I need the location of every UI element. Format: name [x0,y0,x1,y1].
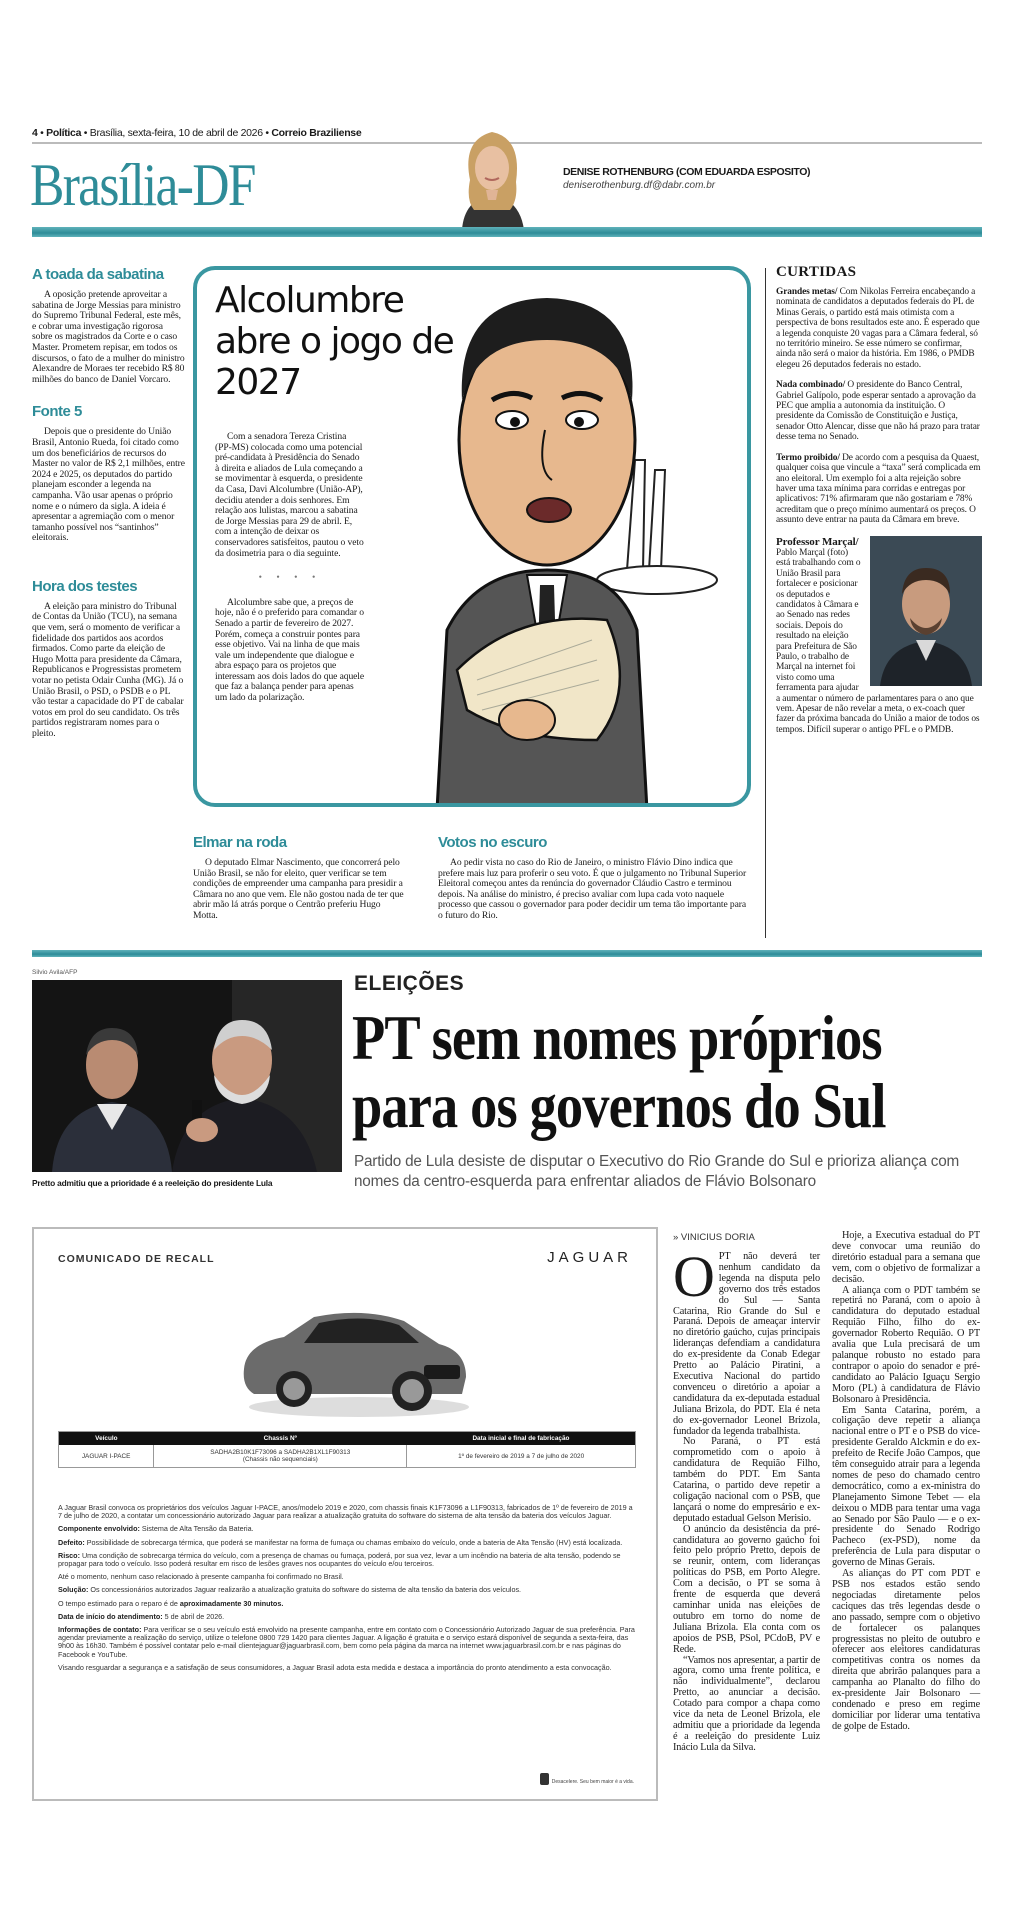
feature-paragraph: Alcolumbre sabe que, a preços de hoje, não é o preferido para comandar o Senado a partir de fevereiro de 2027. Porém, começa a construir pontes para esse objetivo. Vai na linha de que mais vale um independente que dialogue e abra espaço para os projetos que interessam aos dois lados do que aquele que faz a balança pender para apenas um lado da polarização. [215,596,365,704]
item-text: Com Nikolas Ferreira encabeçando a nominata de candidatos a deputados federais do PL de Minas Gerais, o partido está mais otimista com a perspectiva de bons resultados este ano. É esperado que a legenda conquiste 20 vagas para a Câmara federal, só no território mineiro. Se esse número se confirmar, ainda não será o maior da história. Em 1986, o PMDB elegeu 26 deputados federais no estado. [776,287,980,370]
note-title: Elmar na roda [193,834,287,851]
item-text: Pablo Marçal (foto) está trabalhando com o União Brasil para fortalecer e posicionar os deputados e candidatos à Câmara e ao Senado nas redes sociais. Depois do resultado na eleição para Prefeitura de São Paulo, o trabalho de Marçal na internet foi visto como uma ferramenta para ajudar a aumentar o número de parlamentares para o ano que vem. Apesar de não revelar a meta, o ex-coach quer fazer da próxima bancada do União a maior de todos os tempos. Difícil superar o antigo PFL e o PMDB. [776,547,980,735]
feature-box [193,266,751,807]
separator: • • • • [258,572,322,584]
ad-paragraph [58,1539,636,1547]
note-title: Votos no escuro [438,834,547,851]
note-text: A eleição para ministro do Tribunal de Contas da União (TCU), na semana que vem, será o momento de verificar a fidelidade dos partidos aos acordos firmados. Como parte da eleição de Hugo Motta para presidente da Câmara, Republicanos e Progressistas prometem votar no petista Odair Cunha (MG). Já o União Brasil, o PSD, o PSDB e o PL vão testar a capacidade do PT de cabalar votos em prol do seu candidato. Os três partidos registraram nomes para o pleito. [32,600,184,739]
article-paragraph: PT não deverá ter nenhum candidato da legenda na disputa pelo governo dos três estados do Sul — Santa Catarina, Rio Grande do Sul e Paraná. Depois de ameaçar intervir no diretório gaúcho, cujas principais lideranças defendiam a candidatura do ex-presidente da Conab Edegar Pretto ao Palácio Piratini, a Executiva Nacional do partido convenceu o diretório a apoiar a candidatura da ex-deputada estadual Juliana Brizola, do PDT. Ela é neta do ex-governador Leonel Brizola, fundador da legenda trabalhista. [673,1251,820,1437]
value: Sistema de Alta Tensão da Bateria. [139,1524,254,1534]
ad-paragraph: Até o momento, nenhum caso relacionado à presente campanha foi confirmado no Brasil. [58,1572,344,1582]
table-cell: 1º de fevereiro de 2019 a 7 de julho de 2020 [458,1452,585,1460]
item-lead: Professor Marçal/ [776,535,859,548]
ad-paragraph [58,1586,636,1594]
note-text: Ao pedir vista no caso do Rio de Janeiro, o ministro Flávio Dino indica que prefere mais luz para proferir o seu voto. É que o julgamento no Tribunal Superior Eleitoral começou antes da renúncia do governador Cláudio Castro e terminou depois. Na análise do ministro, é preciso avaliar com lupa cada voto naquele processo que cassou o governador para poder decidir um tema tão importante para o futuro do Rio. [438,857,747,921]
value: Possibilidade de sobrecarga térmica, que poderá se manifestar na forma de fumaça ou chamas embaixo do veículo, onde a bateria de Alta Tensão (HV) está localizada. [84,1537,623,1547]
label: Defeito: [58,1537,85,1547]
ad-paragraph: A Jaguar Brasil convoca os proprietários dos veículos Jaguar I-PACE, anos/modelo 2019 e 2020, com chassis finais K1F73096 a L1F90313, fabricados de 1º de fevereiro de 2019 a 7 de julho de 2020, a contatar um concessionário autorizado Jaguar para realizar a atualização gratuita do software do sistema de alta tensão da bateria dos veículos Jaguar. [58,1503,633,1521]
story-headline [352,1004,964,1140]
item-lead: Grandes metas/ [776,287,838,297]
curtidas-item [776,536,982,736]
ad-title: COMUNICADO DE RECALL [58,1253,215,1265]
ad-paragraph [58,1626,636,1659]
value: Os concessionários autorizados Jaguar realizarão a atualização gratuita do software do sistema de alta tensão da bateria dos veículos. [88,1585,522,1595]
note-elmar-na-roda [193,834,405,922]
story-subtitle: Partido de Lula desiste de disputar o Executivo do Rio Grande do Sul e prioriza aliança com nomes da centro-esquerda para enfrentar aliados de Flávio Bolsonaro [354,1153,960,1190]
item-lead: Nada combinado/ [776,380,846,391]
article-paragraph: “Vamos nos apresentar, a partir de agora, como uma frente política, e não individualmente”, declarou Pretto, ao anunciar a decisão. Cotado para compor a chapa como vice da neta de Leonel Brizola, ele admitiu que a prioridade da legenda é a reeleição do presidente Luiz Inácio Lula da Silva. [673,1654,820,1753]
article-column-1 [673,1244,820,1754]
marcal-photo [870,536,982,686]
article-paragraph: As alianças do PT com PDT e PSB nos estados estão sendo negociadas diretamente pelos caciques das três legendas desde o ano passado, sempre com o objetivo de fortalecer os palanques progressistas no pleito de outubro e oferecer aos eleitores candidaturas competitivas contra os nomes da direita que abrirão palanques para a campanha ao Planalto do filho do ex-presidente Jair Bolsonaro — condenado e preso em regime domiciliar por liderar uma tentativa de golpe de Estado. [832,1568,980,1732]
photo-credit: Silvio Avila/AFP [32,969,78,976]
page-number: 4 [32,127,38,139]
note-text: O deputado Elmar Nascimento, que concorrerá pelo União Brasil, se não for eleito, quer verificar se tem condições de empreender uma campanha para presidir a Câmara no ano que vem. Ele não gostou nada de ter que abrir mão lá atrás porque o Centrão preferiu Hugo Motta. [193,857,404,921]
value: Para verificar se o seu veículo está envolvido na presente campanha, entre em contato com o Concessionário Autorizado Jaguar de sua preferência. Para agendar previamente a realização do serviço, utilize o telefone 0800 729 1420 para clientes Jaguar. A ligação é gratuita e o serviço estará disponível de segunda a sexta-feira, das 9h00 às 16h30. Também é possível contatar pelo e-mail clientejaguar@jaguarbrasil.com, bem como pela página da marca na internet www.jaguarbrasil.com.br e nas páginas do Facebook e YouTube. [58,1625,635,1659]
curtidas-item [776,287,982,370]
note-title: A toada da sabatina [32,266,164,283]
story-kicker: ELEIÇÕES [354,972,465,995]
note-title: Fonte 5 [32,403,82,421]
table-cell [154,1445,407,1467]
section-name: Política [46,127,82,139]
item-lead: Termo proibido/ [776,452,840,463]
table-header: Data inicial e final de fabricação [407,1432,635,1445]
label: Informações de contato: [58,1625,142,1635]
recall-ad [32,1227,658,1801]
note-hora-dos-testes [32,578,185,740]
value: O tempo estimado para o reparo é de [58,1598,180,1608]
columnist-photo [432,120,552,230]
traffic-safety-icon [540,1773,549,1785]
ad-footer [540,1773,634,1785]
item-text: De acordo com a pesquisa da Quaest, qualquer coisa que vincule a “taxa” será complicada em ano eleitoral. Um exemplo foi a alta rejeição sobre haver uma taxa mínima para corridas e entregas por aplicativos: 71% afirmaram que não gostariam e 78% acreditam que o preço mínimo aumentará os preços. O assunto deve entrar na pauta da Câmara em breve. [776,452,981,526]
article-paragraph: A aliança com o PDT também se repetirá no Paraná, com o apoio à candidatura do deputado estadual Requião Filho, filho do ex-governador Roberto Requião. O PT avalia que Lula precisará de um palanque robusto no estado para contrapor o apoio do senador e pré-candidato ao Palácio Iguaçu Sergio Moro (PL) à candidatura de Flávio Bolsonaro à Presidência. [832,1284,980,1405]
recall-table [58,1431,636,1468]
curtidas-divider [765,268,766,938]
article-column-2 [832,1231,980,1733]
middle-teal-bar [32,950,982,957]
author-email[interactable]: deniserothenburg.df@dabr.com.br [563,180,716,191]
label: Data de início do atendimento: [58,1611,163,1621]
table-header: Chassis Nº [154,1432,407,1445]
label: aproximadamente 30 minutos. [179,1598,284,1608]
feature-headline: Alcolumbre abre o jogo de 2027 [215,280,454,403]
dropcap: O [673,1244,715,1309]
author-name: DENISE ROTHENBURG (COM EDUARDA ESPOSITO) [563,166,811,178]
curtidas-column [776,264,982,745]
ad-paragraph: Visando resguardar a segurança e a satisfação de seus consumidores, a Jaguar Brasil adota esta medida e destaca a importância do pronto atendimento a esta convocação. [58,1662,612,1672]
article-paragraph: Em Santa Catarina, porém, a coligação deve repetir a aliança nacional entre o PT e o PSB do vice-presidente Geraldo Alckmin e do ex-prefeito de Recife João Campos, que têm conseguido atrair para a legenda nomes de peso do chamado centro democrático, como a ex-ministra do Planejamento Simone Tebet — ela deixou o MDB para tentar uma vaga ao Senado por São Paulo — e o ex-presidente do Senado Rodrigo Pacheco (ex-PSD), nome da preferência de Lula para disputar o governo de Minas Gerais. [832,1404,980,1569]
chassis-range: SADHA2B10K1F73096 a SADHA2B1XL1F90313 [210,1449,351,1456]
headline-line: PT sem nomes próprios [352,1002,882,1073]
table-header: Veículo [59,1432,154,1445]
curtidas-title: CURTIDAS [776,264,857,280]
chassis-note: (Chassis não sequenciais) [242,1456,318,1463]
ad-body [58,1504,636,1677]
folio: 4 • Política • Brasília, sexta-feira, 10 de abril de 2026 • Correio Braziliense [32,127,362,139]
byline: » VINICIUS DORIA [673,1232,755,1243]
article-paragraph: Hoje, a Executiva estadual do PT deve convocar uma reunião do diretório estadual para a semana que vem, com o objetivo de formalizar a decisão. [832,1230,980,1285]
note-text: Depois que o presidente do União Brasil, Antonio Rueda, foi citado como um dos beneficiários de recursos do Master no valor de R$ 2,1 milhões, entre 2024 e 2025, os deputados do partido planejam esconder a legenda na campanha. Vão usar apenas o próprio nome e o número da sigla. A ideia é apresentar a agremiação com o menor tamanho possível nos “santinhos” eleitorais. [32,426,185,544]
label: Risco: [58,1550,80,1560]
dateline: Brasília, sexta-feira, 10 de abril de 2026 [89,127,263,139]
ad-paragraph [58,1525,636,1533]
jaguar-logo: JAGUAR [547,1249,632,1266]
table-row [59,1445,635,1467]
photo-caption: Pretto admitiu que a prioridade é a reeleição do presidente Lula [32,1178,273,1188]
curtidas-item [776,453,982,526]
feature-text [215,432,365,704]
table-cell: JAGUAR I-PACE [59,1445,154,1467]
label: Solução: [58,1585,89,1595]
headline-line: para os governos do Sul [352,1070,886,1141]
ad-paragraph [58,1613,636,1621]
article-paragraph: No Paraná, o PT está comprometido com o apoio à candidatura de Requião Filho, também do PDT. Em Santa Catarina, o partido deve repetir a coligação nacional com o PSB, que lançará o nome do empresário e ex-deputado estadual Gelson Merisio. [673,1436,820,1524]
left-column [32,266,185,758]
value: 5 de abril de 2026. [162,1611,225,1621]
item-text: O presidente do Banco Central, Gabriel Galípolo, pode esperar sentado a aprovação da PEC que amplia a autonomia da instituição. O presidente da Comissão de Constituição e Justiça, senador Otto Alencar, disse que não há prazo para tratar desse tema no Senado. [776,380,980,443]
note-a-toada [32,266,185,385]
column-title: Brasília-DF [30,152,255,218]
paper-name: Correio Braziliense [271,127,362,139]
car-image [234,1299,474,1419]
note-votos-no-escuro [438,834,750,922]
ad-paragraph [58,1600,636,1608]
ad-footer-text: Desacelere. Seu bem maior é a vida. [551,1779,634,1785]
value: Uma condição de sobrecarga térmica do veículo, com a presença de chamas ou fumaça, poderá, por sua vez, levar a um incêndio na bateria de alta tensão, podendo se propagar para todo o veículo. Isso poderá resultar em risco de lesões graves nos ocupantes do veículo e/ou terceiros. [58,1550,621,1569]
note-text: A oposição pretende aproveitar a sabatina de Jorge Messias para ministro do Supremo Tribunal Federal, este mês, e cobrar uma investigação rigorosa sobre os magistrados da Corte e o caso Master. Prometem repisar, em todos os discursos, o fato de a mulher do ministro Alexandre de Moraes ter recebido R$ 80 milhões do banco de Daniel Vorcaro. [32,289,185,385]
top-teal-bar [32,227,982,237]
ad-paragraph [58,1552,636,1568]
feature-paragraph: Com a senadora Tereza Cristina (PP-MS) colocada como uma potencial pré-candidata à Presidência do Senado à direita e aliados de Lula começando a se movimentar à esquerda, o presidente da Casa, Davi Alcolumbre (União-AP), decidiu atender a dois senhores. Em relação aos lulistas, marcou a sabatina de Jorge Messias para 29 de abril. E, com a intenção de deixar os conservadores satisfeitos, pautou o veto da dosimetria para o dia seguinte. [215,431,364,559]
note-fonte-5 [32,403,185,544]
curtidas-item [776,380,982,442]
note-title: Hora dos testes [32,577,138,595]
label: Componente envolvido: [58,1524,140,1534]
story-photo [32,980,342,1172]
article-paragraph: O anúncio da desistência da pré-candidatura ao governo gaúcho foi feito pelo próprio Pretto, depois de se reunir, ontem, com lideranças políticas do PSB, em Porto Alegre. Com a decisão, o PT se soma à frente de esquerda que deverá caminhar unida nas eleições de outubro em torno do nome de Juliana Brizola. Ela conta com os apoios de PSB, PSol, PCdoB, PV e Rede. [673,1523,820,1655]
